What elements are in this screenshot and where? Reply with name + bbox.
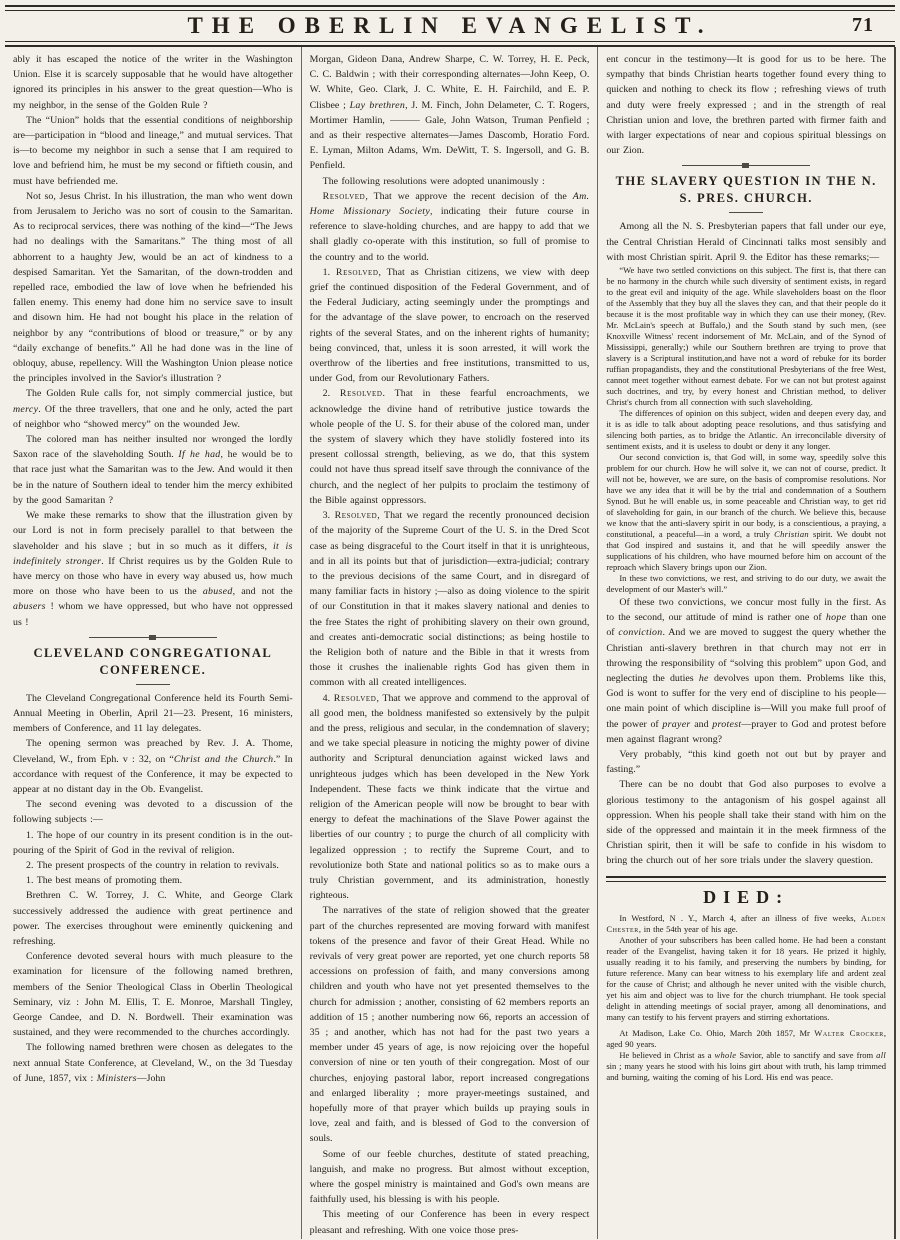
paragraph: Morgan, Gideon Dana, Andrew Sharpe, C. W. Torrey, H. E. Peck, C. C. Baldwin ; with their corresponding alternates—John Keep, O. W. White, Geo. Clark, J. C. White, E. H. Fairchild, and E. P. Clisbee ; Lay brethren, J. M. Finch, John Delameter, C. T. Rogers, Mortimer Hamlin, ——— Gale, John Watson, Truman Penfield ; and as their respective alternates—James Dascomb, Horatio Ford. E. Lyman, Milton Adams, Wm. DeWitt, T. S. Ingersoll, and G. B. Penfield. [309,54,590,172]
paragraph: 2. The present prospects of the country in relation to revivals. [26,859,279,871]
paragraph: Brethren C. W. Torrey, J. C. White, and George Clark successively addressed the audience with great pertinence and power. The exercises throughout were eminently quickening and refreshing. [13,890,293,947]
paragraph: There can be no doubt that God also purposes to evolve a glorious testimony to the antagonism of his gospel against all oppression. When his people shall take their stand with him on the side of the oppressed and maintain it in the meek firmness of the Christian spirit, then it will be safe to confide in his wisdom to bring the church out of her sore trials under the slavery question. [606,779,887,867]
paragraph: This meeting of our Conference has been in every respect pleasant and refreshing. With one voice those pres- [309,1209,590,1236]
paragraph: The opening sermon was preached by Rev. J. A. Thome, Cleveland, W., from Eph. v : 32, on “Christ and the Church.” In accordance with request of the Conference, it may be expected to appear at no distant day in the Ob. Evangelist. [13,738,293,795]
masthead [0,5,900,47]
paragraph: The “Union” holds that the essential conditions of neighborship are—participation in “blood and lineage,” and mutual services. That is—to become my neighbor in such a sense that I am required to love and befriend him, he must be my second or fiftieth cousin, and must have befriended me. [13,114,293,187]
section-heading: THE SLAVERY QUESTION IN THE N. S. PRES. CHURCH. [615,174,877,206]
paragraph: The following resolutions were adopted unanimously : [322,175,545,187]
obituary-heading: DIED: [703,886,790,907]
paragraph: We make these remarks to show that the illustration given by our Lord is not in form precisely parallel to that between the slaveholder and his slave ; but in so much as it differs, it is indefinitely stronger. If Christ requires us by the Golden Rule to have mercy on those who have in every way abused us, how much more on those who have been to us the abused, and not the abusers ! whom we have oppressed, but who have not oppressed us ! [13,510,293,628]
paragraph: He believed in Christ as a whole Savior, able to sanctify and save from all sin ; many years he stood with his loins girt about with truth, his lamp trimmed and burning, waiting the coming of his Lord. His end was peace. [606,1049,887,1082]
paragraph: Among all the N. S. Presbyterian papers that fall under our eye, the Central Christian Herald of Cincinnati talks most sensibly and with most Christian spirit. April 9. the Editor has these remarks;— [606,221,887,263]
section-divider [682,165,810,166]
paragraph: ably it has escaped the notice of the writer in the Washington Union. Else it is scarcely supposable that he would have altogether ignored its principles in his answer to the great question—Who is my neighbor, in the sense of the Golden Rule ? [13,54,293,111]
obituary-section-rule [606,876,886,882]
paragraph: Of these two convictions, we concur most fully in the first. As to the second, our attitude of mind is rather one of hope than one of conviction. And we are moved to suggest the query whether the Christian anti-slavery brethren in that church may not err in throwing the responsibility of “solving this problem” upon God, and neglecting the duties he devolves upon them. Problems like this, God is wont to suffer for the very end of discipline to his people—one main point of which discipline is—Will you make full proof of the power of prayer and protest—prayer to God and protest before men against flagrant wrong? [606,597,887,745]
section-divider [89,637,217,638]
paragraph: Another of your subscribers has been called home. He had been a constant reader of the Evangelist, having taken it for 18 years. He prized it highly, usually reading it to his family, and preserving the numbers by binding, for future reference. Many can bear witness to his exemplary life and ardent zeal for the cause of Christ; and although he never united with the visible church, yet his aim and object was to live for the church triumphant. He took special delight in attending meetings of social prayer, among all denominations, and many can testify to his fervent prayers and stirring exhortations. [606,934,887,1022]
paragraph: In Westford, N . Y., March 4, after an illness of five weeks, Alden Chester, in the 54th year of his age. [606,912,887,934]
paragraph: “We have two settled convictions on this subject. The first is, that there can be no harmony in the church while such diversity of sentiment exists, in regard to the great evil and iniquity of the age. While slaveholders boast on the floor of the Assembly that they buy all the slaves they can, and that their people do it because it is the most profitable way in which they can use their money, (Rev. Mr. McLain's speech at Buffalo,) and the South stand by such men, (see Knoxville Witness' recent indorsement of Mr. McLain, and of the Synod of Mississippi, generally;) while our Southern brethren are trying to prove that slavery is a Scriptural institution,and have not a word of rebuke for its border ruffian propagandists, they and the constitutional Presbyterians of the free West, cannot meet together without earnest debate. For we can not but protest against such doctrines, and try, by every honest and Christian method, to deliver Christ's church from all connection with such slaveholding. [606,265,887,408]
paragraph: Our second conviction is, that God will, in some way, speedily solve this problem for our church. How he will solve it, we can not of course, predict. It will not be, however, we are sure, on the basis of compromise resolutions. Nor have we any idea that it will be by the trial and condemnation of a Southern Synod. But he will enable us, in some peaceable and Christian way, to get rid of slaveholding for gain, in our branch of the church. We believe this, because we know that the anti-slavery spirit in our body, is a conscientious, a praying, a constitutional, a peaceful—in a word, a truly Christian spirit. We doubt not that God inspired and sustains it, and that he will speedily answer the supplications of his children, who have mourned before him on account of the reproach which Slavery brings upon our Zion. [606,452,887,573]
paragraph: The differences of opinion on this subject, widen and deepen every day, and it is as idle to talk about adopting peace resolutions, and thus satisfying and silencing both parties, as to bridge the Atlantic. An irreconcilable diversity of sentiment exists, and it is useless to doubt or deny it any longer. [606,408,887,452]
paragraph: Very probably, “this kind goeth not out but by prayer and fasting.” [606,749,887,776]
paragraph: Not so, Jesus Christ. In his illustration, the man who went down from Jerusalem to Jericho was no sort of cousin to the Samaritan. As to reciprocal services, there was nothing of the kind—“The Jews had no dealings with the Samaritans.” The thing most of all abhorrent to a haughty Jew, would be an act of kindness to a despised Samaritan. Yet the Samaritan, of the down-trodden and repelled race, embodied the law of love when he befriended his fallen enemy. This enemy had done him no service save to insult and disown him. He had not bought his place in the relation of neighbor by any “contributions of blood or treasure,” or by any “daily exchange of benefits.” All he had done was in the line of obloquy, abuse, repellency. Will the Washington Union please notice the principles involved in the Savior's illustration ? [13,190,293,385]
paragraph: The colored man has neither insulted nor wronged the lordly Saxon race of the slaveholding South. If he had, he would be to that race just what the Samaritan was to the Jew. And would it then be in the nature of Southern ideal to tender him the mercy exhibited by the good Samaritan ? [13,434,293,506]
paragraph: The second evening was devoted to a discussion of the following subjects :— [13,799,293,826]
paragraph: ent concur in the testimony—It is good for us to be here. The sympathy that binds Christian hearts together found every thing to quicken and nothing to check its flow ; refreshing views of truth and duty were freely expressed ; and in the strength of real Christian union and love, the brethren parted with firmer faith and with larger expectations of near and copious spiritual blessings on our Zion. [606,54,887,157]
paragraph: Conference devoted several hours with much pleasure to the examination for licensure of the following named brethren, members of the Senior Theological Class in Oberlin Theological Seminary, viz : John M. Ellis, T. E. Monroe, Marshall Tingley, George Candee, and D. N. Bordwell. Their examination was sustained, and they were recommended to the churches accordingly. [13,951,293,1039]
paragraph: The following named brethren were chosen as delegates to the next annual State Conference, at Cleveland, W., on the 3d Tuesday of June, 1857, vix : Ministers—John [13,1042,293,1084]
heading-underline [136,684,170,685]
section-heading: CLEVELAND CONGREGATIONAL CONFERENCE. [33,645,273,677]
paragraph: The narratives of the state of religion showed that the greater part of the churches represented are moving forward with manifest tokens of the presence and favor of their Great Head. While no revivals of very great power are reported, yet one church reports 58 accessions on profession of faith, and many conversions among children and youth who have not yet presented themselves to the church for admission ; another, consisting of 62 members reports an addition of 15 ; another numbering now 66, reports an accession of 35 ; and another, which has not had for the past two years a member under 45 years of age, is now rejoicing over the hopeful conversion of nine or ten youth of their congregation. Most of our churches, enjoying pastoral labor, report increased congregations and enlarged liberality ; more prayer-meetings sustained, and hopefully more of that prayer which builds up praying souls in love, zeal and faith, and is blessed of God to the conversion of souls. [309,905,590,1145]
paragraph: 4. Resolved, That we approve and commend to the approval of all good men, the boldness manifested so extensively by the pulpit and the press, religious and secular, in the condemnation of slavery; and we take special pleasure in noticing the mighty power of divine authority and Scriptural denunciation against wicked laws and unrighteous judges which has been developed in the New York Independent. These facts we think indicate that the virtue and religion of the American people will now be brought to bear with energy to defeat the machinations of the Slave Power against the liberties of our country ; to purge the church of all complicity with legalized oppression ; to rectify the Supreme Court, and to revolutionize both State and national politics so as to make ours a truly Christian government, and its administration, honestly righteous. [309,692,590,902]
paragraph: 1. The hope of our country in its present condition is in the out-pouring of the Spirit of God in the revival of religion. [13,829,293,856]
paragraph: The Cleveland Congregational Conference held its Fourth Semi-Annual Meeting in Oberlin, April 21—23. Present, 16 ministers, members of Conference, and 11 lay delegates. [13,692,293,735]
paragraph: In these two convictions, we rest, and striving to do our duty, we await the development of our Master's will.” [606,573,887,595]
article-columns [5,47,896,1239]
paragraph: 1. Resolved, That as Christian citizens, we view with deep grief the continued disposition of the Federal Government, and of the Federal Judiciary, acting seemingly under the promptings and for the advantage of the slave power, to encroach on the reserved rights of the several States, and on the inherent rights of humanity; being convinced, that, unless it is soon arrested, it will work the overthrow of the liberties and free institutions, transmitted to us, under God, from our Revolutionary Fathers. [309,266,590,385]
paragraph: The Golden Rule calls for, not simply commercial justice, but mercy. Of the three travellers, that one and he only, acted the part of neighbor who “showed mercy” on the wounded Jew. [13,388,293,430]
page-number: 71 [852,14,874,36]
column-2 [302,47,598,1239]
paragraph: 2. Resolved. That in these fearful encroachments, we acknowledge the divine hand of retributive justice towards the whole people of the U. S. for their abuse of the colored man, under the system of slavery which they have stolidly fostered into its present collossal strength, believing, as we do, that this system could not have thus spread itself save through the connivance of the church, and the neglect of her pulpits to proclaim the testimony of the Bible against oppressors. [309,388,590,506]
column-1 [5,47,301,1239]
masthead-row [0,11,900,41]
paragraph: 1. The best means of promoting them. [26,875,183,887]
paragraph: 3. Resolved, That we regard the recently pronounced decision of the majority of the Supreme Court of the U. S. in the Dred Scot case as being disgraceful to the Court itself in that it is unrighteous, and in all its points but that of jurisdiction—extra-judicial; contrary to the previous decisions of the same Court, and in disregard of many familiar facts in history ;—also as doing violence to the spirit of our Constitution in that it makes slavery national and denies to the free States the right of prohibiting slavery on their own ground, and creates anti-democratic social distinctions; as being hostile to the Religion both of nature and the Bible in that it wrests from those it crushes the inalienable rights God has given them in common with all created intelligences. [309,510,590,689]
paragraph: Some of our feeble churches, destitute of stated preaching, languish, and make no progress. But almost without exception, where the gospel ministry is maintained and God's own means are faithfully used, his blessing is with his people. [309,1148,590,1206]
paragraph: At Madison, Lake Co. Ohio, March 20th 1857, Mr Walter Crocker, aged 90 years. [606,1027,887,1049]
paragraph: Resolved, That we approve the recent decision of the Am. Home Missionary Society, indicating their future course in reference to slave-holding churches, and are happy to add that we shall gladly co-operate with this institution, so full of promise to the country and to the world. [309,190,590,263]
heading-underline [729,212,763,213]
column-3 [598,47,894,1239]
page-title: THE OBERLIN EVANGELIST. [187,13,713,38]
